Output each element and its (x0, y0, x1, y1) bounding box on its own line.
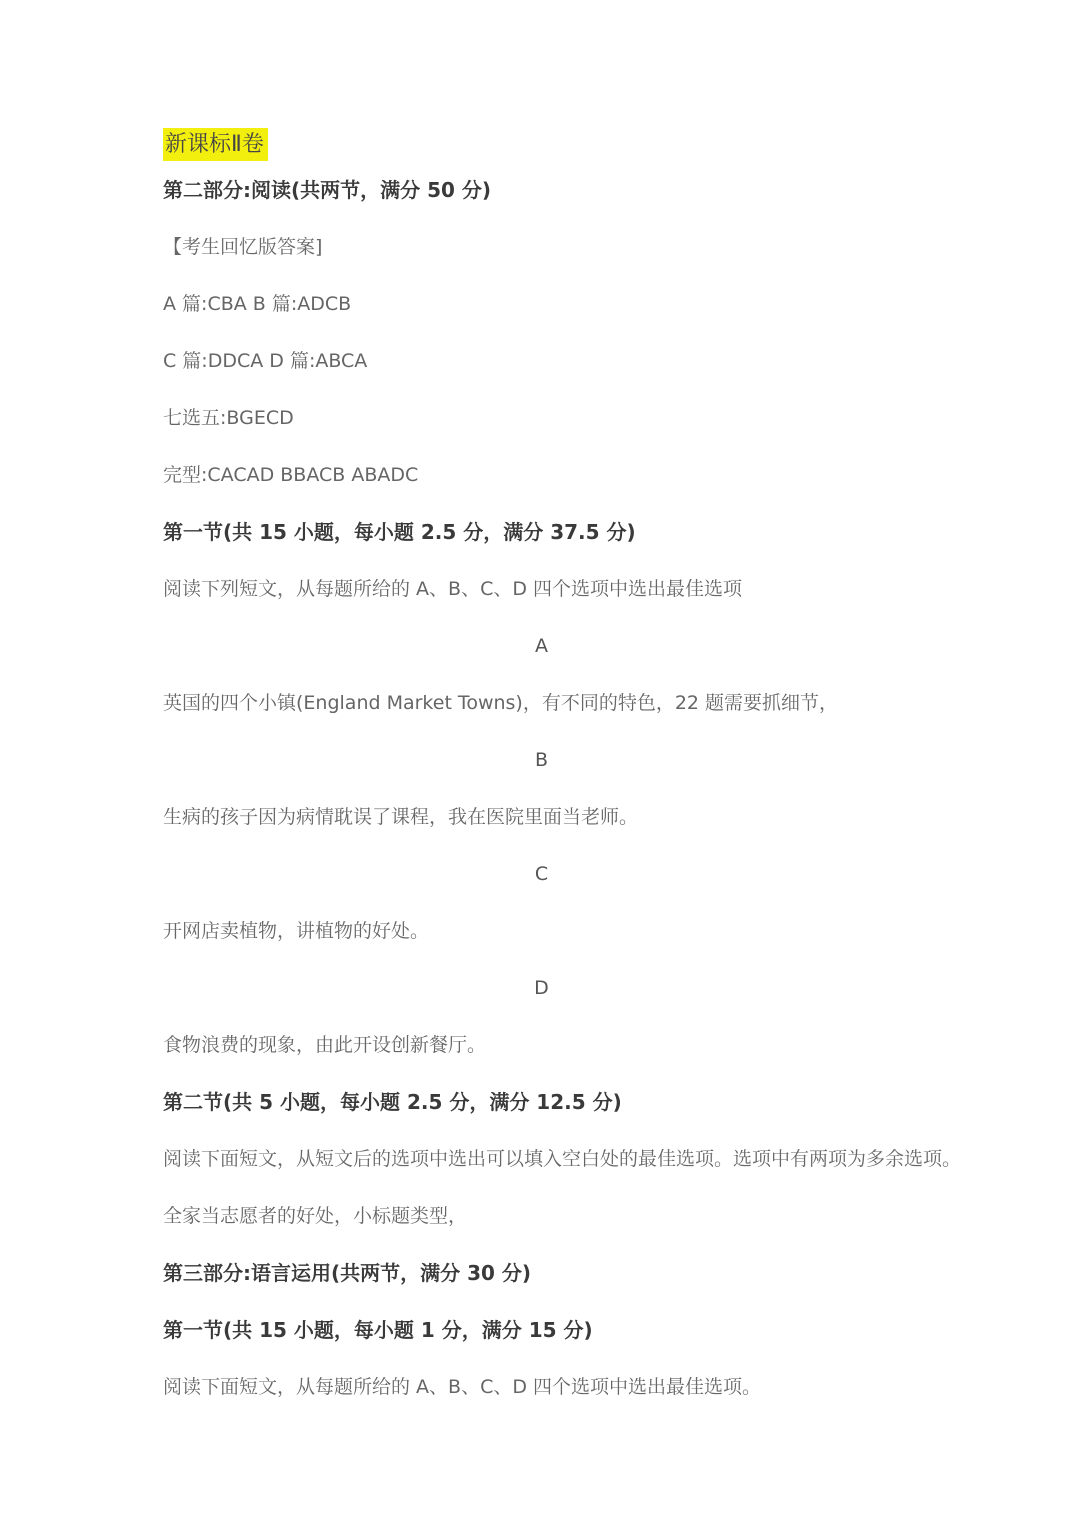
passage-d-summary: 食物浪费的现象，由此开设创新餐厅。 (163, 1034, 487, 1056)
reading-section2-instruction: 阅读下面短文，从短文后的选项中选出可以填入空白处的最佳选项。选项中有两项为多余选项。 (163, 1148, 962, 1170)
document-title-row (163, 128, 920, 162)
passage-b-summary: 生病的孩子因为病情耽误了课程，我在医院里面当老师。 (163, 806, 639, 828)
answers-source-note: 【考生回忆版答案] (163, 236, 323, 258)
reading-section2-summary: 全家当志愿者的好处，小标题类型， (163, 1205, 468, 1227)
section-heading-part3-language-use: 第三部分:语言运用(共两节，满分 30 分) (163, 1261, 532, 1285)
section-heading-reading-section2: 第二节(共 5 小题，每小题 2.5 分，满分 12.5 分) (163, 1090, 622, 1114)
answers-cloze: 完型:CACAD BBACB ABADC (163, 464, 419, 486)
section-heading-part2-reading: 第二部分:阅读(共两节，满分 50 分) (163, 178, 492, 202)
passage-label-b: B (534, 749, 549, 771)
section-heading-language-use-section1: 第一节(共 15 小题，每小题 1 分，满分 15 分) (163, 1318, 593, 1342)
document-title-highlighted: 新课标Ⅱ卷 (163, 128, 268, 161)
section-heading-reading-section1: 第一节(共 15 小题，每小题 2.5 分，满分 37.5 分) (163, 520, 636, 544)
reading-section1-instruction: 阅读下列短文，从每题所给的 A、B、C、D 四个选项中选出最佳选项 (163, 578, 743, 600)
answers-passage-c-d: C 篇:DDCA D 篇:ABCA (163, 350, 368, 372)
passage-c-summary: 开网店卖植物，讲植物的好处。 (163, 920, 430, 942)
language-use-section1-instruction: 阅读下面短文，从每题所给的 A、B、C、D 四个选项中选出最佳选项。 (163, 1376, 762, 1398)
passage-label-a: A (535, 635, 548, 657)
passage-a-summary: 英国的四个小镇(England Market Towns)，有不同的特色，22 题需要抓细节， (163, 692, 839, 714)
passage-label-c: C (534, 863, 549, 885)
passage-label-d: D (534, 977, 549, 999)
answers-passage-a-b: A 篇:CBA B 篇:ADCB (163, 293, 352, 315)
answers-seven-choose-five: 七选五:BGECD (163, 407, 294, 429)
